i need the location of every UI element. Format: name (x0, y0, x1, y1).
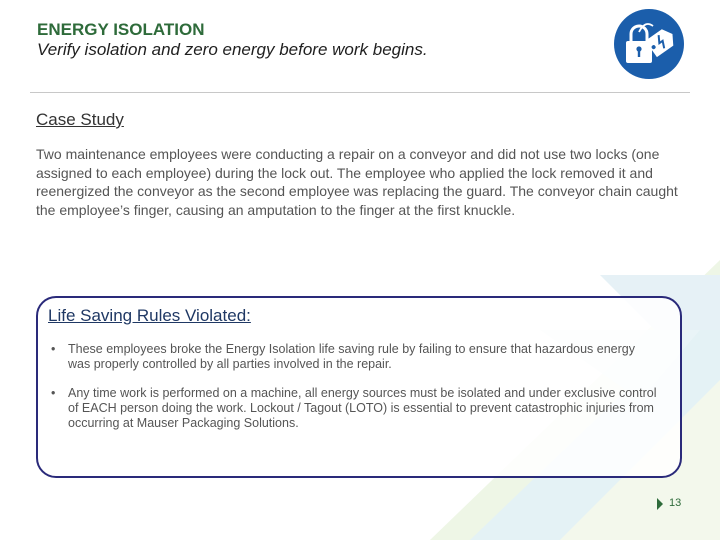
bullet: • (51, 386, 56, 400)
header (37, 20, 428, 60)
case-study-heading: Case Study (36, 110, 124, 129)
page-number: 13 (669, 497, 682, 509)
list-item-text: These employees broke the Energy Isolation life saving rule by failing to ensure that hazardous energy was properly controlled by all parties involved in the repair. (68, 342, 635, 371)
list-item (48, 386, 658, 431)
header-divider (30, 92, 690, 93)
page-subtitle: Verify isolation and zero energy before work begins. (37, 40, 428, 59)
rules-violated-heading: Life Saving Rules Violated: (48, 306, 251, 325)
page-title: ENERGY ISOLATION (37, 20, 205, 39)
rules-violated-box (36, 296, 682, 478)
list-item-text: Any time work is performed on a machine, all energy sources must be isolated and under exclusive control of EACH person doing the work. Lockout / Tagout (LOTO) is essential to prevent catastrophic injuries from occurring at Mauser Packaging Solutions. (68, 386, 657, 430)
case-study-body: Two maintenance employees were conducting a repair on a conveyor and did not use two locks (one assigned to each employee) during the lock out. The employee who applied the lock removed it and reenergized the conveyor as the second employee was replacing the guard. The conveyor chain caught the employee’s finger, causing an amputation to the finger at the first knuckle. (36, 146, 678, 218)
bullet: • (51, 342, 56, 356)
lockout-tagout-icon (611, 8, 687, 80)
list-item (48, 342, 658, 372)
rules-list (48, 342, 658, 445)
